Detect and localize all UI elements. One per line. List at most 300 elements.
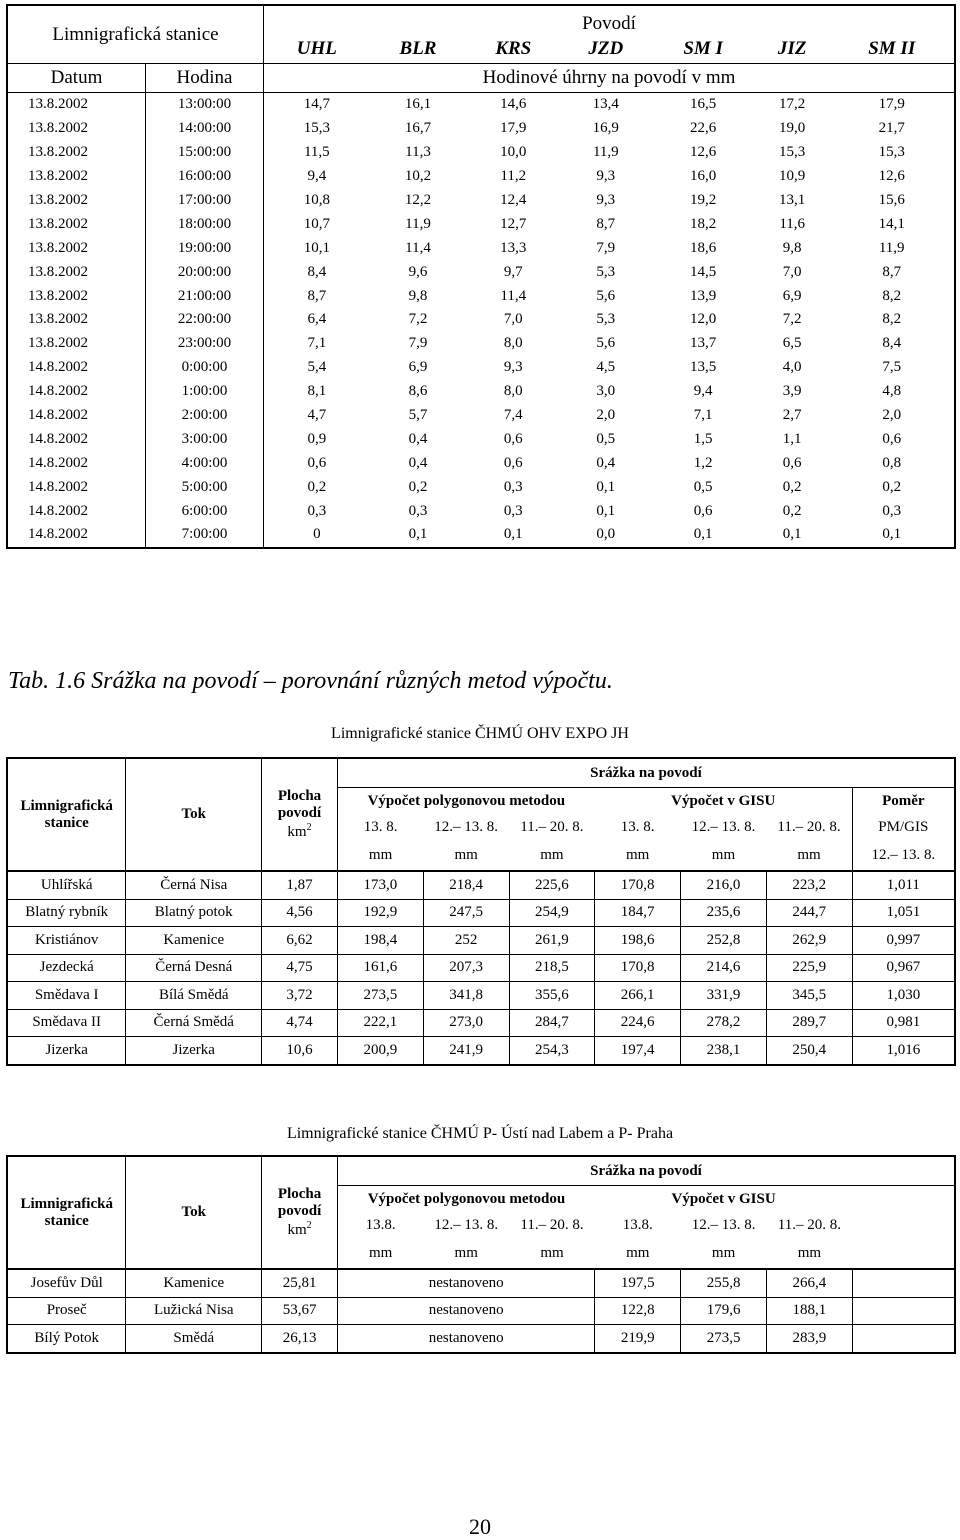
basin-header: KRS (495, 38, 532, 59)
empty-cell (852, 1238, 955, 1269)
value-cell: 10,2 (404, 168, 432, 185)
table-row (7, 871, 955, 899)
value-cell: 3,9 (782, 383, 802, 400)
value-cell: 11,6 (779, 215, 806, 232)
river-cell: Kamenice (126, 927, 262, 955)
value-cell: 1,87 (262, 871, 338, 899)
table-row (7, 404, 955, 428)
value-cell: 11,4 (405, 239, 431, 256)
value-cell: 0,2 (408, 478, 428, 495)
value-cell: 6,4 (264, 308, 370, 332)
unit-header: mm (681, 840, 767, 871)
value-cell: 12,4 (500, 192, 527, 208)
date-cell: 13.8.2002 (7, 212, 146, 236)
value-cell: 11,3 (405, 144, 431, 161)
value-cell: 0,2 (782, 478, 802, 495)
hour-cell: 20:00:00 (146, 260, 264, 284)
value-cell: 16,7 (404, 120, 432, 137)
value-cell: 11,9 (405, 215, 431, 232)
value-cell: 15,3 (779, 144, 806, 161)
unit-header: mm (766, 840, 852, 871)
period-header: 13.8. (622, 1216, 653, 1233)
value-cell: 198,4 (337, 927, 423, 955)
value-cell: 0,2 (782, 502, 802, 519)
value-cell: 0,6 (782, 454, 802, 471)
value-cell: 0,6 (503, 454, 523, 471)
value-cell: 15,3 (264, 117, 370, 141)
unit-header: mm (338, 1238, 424, 1269)
basin-header: UHL (264, 35, 370, 64)
value-cell: 173,0 (337, 871, 423, 899)
value-cell: 197,5 (595, 1269, 681, 1297)
hour-cell: 1:00:00 (146, 380, 264, 404)
value-cell: 15,3 (878, 144, 905, 161)
river-cell: Černá Smědá (126, 1009, 262, 1037)
value-cell: 7,1 (693, 407, 713, 424)
table-row (7, 332, 955, 356)
hour-cell: 13:00:00 (146, 93, 264, 117)
table-row (7, 308, 955, 332)
date-cell: 13.8.2002 (7, 93, 146, 117)
station-cell: Kristiánov (7, 927, 126, 955)
date-cell: 13.8.2002 (7, 308, 146, 332)
value-cell: 7,1 (264, 332, 370, 356)
table3-subtitle: Limnigrafické stanice ČHMÚ P- Ústí nad Labem a P- Praha (286, 1125, 674, 1142)
value-cell: 8,7 (264, 284, 370, 308)
table-row (7, 1325, 955, 1353)
value-cell: 345,5 (766, 982, 852, 1010)
page-number: 20 (469, 1514, 491, 1539)
date-cell: 14.8.2002 (7, 356, 146, 380)
value-cell: 4,56 (262, 899, 338, 927)
date-cell: 14.8.2002 (7, 404, 146, 428)
value-cell: 15,6 (878, 192, 905, 208)
value-cell: 16,5 (689, 96, 717, 113)
value-cell: 10,7 (264, 212, 370, 236)
km-sup: 2 (306, 822, 312, 833)
poly-header: Výpočet polygonovou metodou (367, 1190, 566, 1207)
value-cell: 11,9 (592, 144, 619, 161)
value-cell: 2,0 (882, 407, 902, 424)
value-cell: 8,0 (503, 383, 523, 400)
value-cell: 5,7 (408, 407, 428, 424)
hour-cell: 21:00:00 (146, 284, 264, 308)
value-cell: 122,8 (595, 1297, 681, 1325)
value-cell: 170,8 (595, 954, 681, 982)
table-row (7, 982, 955, 1010)
value-cell: 21,7 (878, 120, 905, 137)
plocha-label: Plocha povodí (277, 788, 322, 821)
period-header: 13.8. (365, 1216, 396, 1233)
value-cell: 6,9 (408, 359, 428, 376)
station-comparison-table (6, 757, 956, 1066)
value-cell: 8,2 (882, 287, 902, 304)
table-row (7, 380, 955, 404)
unit-header: mm (509, 1238, 595, 1269)
value-cell: 235,6 (681, 899, 767, 927)
value-cell: 12,6 (689, 144, 717, 161)
value-cell: 8,1 (264, 380, 370, 404)
period-header: 13. 8. (363, 818, 398, 835)
empty-cell (852, 1212, 955, 1238)
unit-header: mm (681, 1238, 767, 1269)
hour-cell: 2:00:00 (146, 404, 264, 428)
value-cell: 0,1 (693, 526, 713, 543)
value-cell: 192,9 (337, 899, 423, 927)
value-cell: 0,1 (503, 526, 523, 543)
period-header: 12.– 13. 8. (434, 1216, 499, 1233)
value-cell: 7,9 (408, 335, 428, 352)
value-cell: 252 (423, 927, 509, 955)
basin-header: BLR (399, 38, 437, 59)
value-cell: 0,8 (882, 454, 902, 471)
date-cell: 13.8.2002 (7, 141, 146, 165)
value-cell: 13,7 (689, 335, 717, 352)
pomer-period: 12.– 13. 8. (852, 840, 955, 871)
date-cell: 13.8.2002 (7, 117, 146, 141)
value-cell: 1,2 (693, 454, 713, 471)
hour-cell: 7:00:00 (146, 523, 264, 548)
value-cell: 0,1 (596, 502, 616, 519)
station-cell: Smědava I (7, 982, 126, 1010)
value-cell: 331,9 (681, 982, 767, 1010)
value-cell: 273,5 (337, 982, 423, 1010)
hour-cell: 19:00:00 (146, 236, 264, 260)
river-cell: Černá Desná (126, 954, 262, 982)
value-cell: 13,4 (592, 96, 619, 113)
value-cell: 9,7 (503, 263, 523, 280)
basin-header: JZD (588, 38, 624, 59)
date-cell: 14.8.2002 (7, 427, 146, 451)
pomer-header: Poměr (852, 788, 955, 815)
value-cell: 7,0 (503, 311, 523, 328)
value-cell: 4,5 (596, 359, 616, 376)
plocha-label: Plocha povodí (277, 1186, 322, 1219)
tok-header: Tok (126, 758, 262, 871)
unit-header: mm (595, 1238, 681, 1269)
value-cell: 17,2 (779, 96, 806, 113)
value-cell: 8,4 (264, 260, 370, 284)
period-header: 13. 8. (620, 818, 655, 835)
value-cell: 1,016 (852, 1037, 955, 1065)
value-cell: 25,81 (262, 1269, 338, 1297)
value-cell: 1,5 (693, 430, 713, 447)
unit-header: mm (423, 840, 509, 871)
value-cell: 9,6 (408, 263, 428, 280)
station-table-usti-praha (6, 1155, 956, 1354)
value-cell: 222,1 (337, 1009, 423, 1037)
period-header: 12.– 13. 8. (691, 818, 756, 835)
value-cell: 241,9 (423, 1037, 509, 1065)
table-row (7, 1037, 955, 1065)
value-cell: 1,1 (782, 430, 802, 447)
value-cell: 6,5 (782, 335, 802, 352)
table-row (7, 523, 955, 548)
value-cell: 244,7 (766, 899, 852, 927)
unit-header: mm (767, 1238, 853, 1269)
basin-header: SM II (868, 38, 916, 59)
value-cell: 273,0 (423, 1009, 509, 1037)
value-cell: 4,0 (782, 359, 802, 376)
value-cell: 225,6 (509, 871, 595, 899)
value-cell: 22,6 (689, 120, 717, 137)
value-cell: 0,6 (503, 430, 523, 447)
value-cell: 214,6 (681, 954, 767, 982)
value-cell: 198,6 (595, 927, 681, 955)
value-cell: 197,4 (595, 1037, 681, 1065)
value-cell: 18,6 (689, 239, 717, 256)
value-cell: 261,9 (509, 927, 595, 955)
value-cell: 5,3 (596, 263, 616, 280)
value-cell: 16,0 (689, 168, 717, 185)
value-cell: 254,3 (509, 1037, 595, 1065)
value-cell: 10,9 (779, 168, 806, 185)
value-cell: 8,7 (596, 215, 616, 232)
period-header: 12.– 13. 8. (691, 1216, 756, 1233)
hodina-header: Hodina (146, 64, 264, 93)
value-cell: 254,9 (509, 899, 595, 927)
value-cell: 4,74 (262, 1009, 338, 1037)
value-cell: nestanoveno (338, 1269, 595, 1297)
value-cell: 12,0 (689, 311, 717, 328)
period-header: 12.– 13. 8. (434, 818, 498, 835)
value-cell: 7,4 (503, 407, 523, 424)
date-cell: 14.8.2002 (7, 499, 146, 523)
value-cell: 0,6 (882, 430, 902, 447)
station-cell: Josefův Důl (7, 1269, 126, 1297)
value-cell: 0,6 (693, 502, 713, 519)
value-cell: 0,997 (852, 927, 955, 955)
value-cell: 0,1 (882, 526, 902, 543)
value-cell: 0,1 (596, 478, 616, 495)
datum-header: Datum (7, 64, 146, 93)
value-cell: 9,3 (596, 168, 616, 185)
value-cell: 1,011 (852, 871, 955, 899)
value-cell: 13,5 (689, 359, 717, 376)
value-cell: 12,6 (878, 168, 905, 185)
station-cell: Proseč (7, 1297, 126, 1325)
table-row (7, 212, 955, 236)
value-cell: 2,7 (782, 407, 802, 424)
table-row (7, 356, 955, 380)
value-cell: 0,4 (408, 454, 428, 471)
value-cell: 6,62 (262, 927, 338, 955)
value-cell: 7,2 (408, 311, 428, 328)
value-cell: 14,7 (264, 93, 370, 117)
table-row (7, 117, 955, 141)
table-row (7, 189, 955, 213)
hour-cell: 23:00:00 (146, 332, 264, 356)
hour-cell: 6:00:00 (146, 499, 264, 523)
value-cell: 17,9 (500, 120, 527, 137)
plocha-header (262, 1156, 338, 1269)
value-cell: 4,8 (882, 383, 902, 400)
km-label: km (287, 824, 307, 840)
value-cell: nestanoveno (338, 1297, 595, 1325)
unit-header: mm (509, 840, 595, 871)
value-cell: 19,2 (689, 192, 717, 208)
value-cell: 5,4 (264, 356, 370, 380)
value-cell: 6,9 (782, 287, 802, 304)
table-row (7, 284, 955, 308)
hour-cell: 0:00:00 (146, 356, 264, 380)
value-cell: 5,3 (596, 311, 616, 328)
table-caption: Tab. 1.6 Srážka na povodí – porovnání různých metod výpočtu. (8, 668, 613, 694)
empty-cell (852, 1269, 955, 1297)
period-header: 11.– 20. 8. (777, 1216, 841, 1233)
value-cell: 10,6 (262, 1037, 338, 1065)
unit-header: mm (337, 840, 423, 871)
value-cell: 289,7 (766, 1009, 852, 1037)
gis-header: Výpočet v GISU (671, 792, 776, 809)
date-cell: 14.8.2002 (7, 451, 146, 475)
table-row (7, 260, 955, 284)
table-row (7, 899, 955, 927)
value-cell: 14,5 (689, 263, 717, 280)
table-row (7, 1297, 955, 1325)
value-cell: 0,6 (264, 451, 370, 475)
station-cell: Jizerka (7, 1037, 126, 1065)
value-cell: 10,1 (264, 236, 370, 260)
hour-cell: 4:00:00 (146, 451, 264, 475)
units-header: Hodinové úhrny na povodí v mm (264, 64, 956, 93)
value-cell: 283,9 (767, 1325, 853, 1353)
river-cell: Černá Nisa (126, 871, 262, 899)
value-cell: 17,9 (878, 96, 905, 113)
date-cell: 14.8.2002 (7, 475, 146, 499)
value-cell: 0,3 (503, 502, 523, 519)
hour-cell: 18:00:00 (146, 212, 264, 236)
value-cell: 13,1 (779, 192, 806, 208)
value-cell: 14,1 (878, 215, 905, 232)
value-cell: 0,4 (596, 454, 616, 471)
value-cell: 0,2 (882, 478, 902, 495)
srazka-header: Srážka na povodí (338, 1156, 955, 1186)
date-cell: 13.8.2002 (7, 189, 146, 213)
value-cell: 9,4 (264, 165, 370, 189)
unit-header: mm (595, 840, 681, 871)
hour-cell: 14:00:00 (146, 117, 264, 141)
period-header: 11.– 20. 8. (520, 1216, 584, 1233)
table1-stanice-header: Limnigrafická stanice (7, 5, 264, 64)
value-cell: 223,2 (766, 871, 852, 899)
date-cell: 14.8.2002 (7, 380, 146, 404)
value-cell: 0,5 (693, 478, 713, 495)
hour-cell: 3:00:00 (146, 427, 264, 451)
table-row (7, 236, 955, 260)
value-cell: 0,3 (882, 502, 902, 519)
value-cell: 247,5 (423, 899, 509, 927)
station-cell: Jezdecká (7, 954, 126, 982)
value-cell: 0,1 (782, 526, 802, 543)
date-cell: 13.8.2002 (7, 332, 146, 356)
value-cell: 188,1 (767, 1297, 853, 1325)
value-cell: 2,0 (596, 407, 616, 424)
date-cell: 13.8.2002 (7, 165, 146, 189)
value-cell: 53,67 (262, 1297, 338, 1325)
table-row (7, 1009, 955, 1037)
hour-cell: 5:00:00 (146, 475, 264, 499)
value-cell: 3,0 (596, 383, 616, 400)
station-cell: Bílý Potok (7, 1325, 126, 1353)
value-cell: 13,3 (500, 239, 527, 256)
gis-header: Výpočet v GISU (671, 1190, 776, 1207)
hour-cell: 17:00:00 (146, 189, 264, 213)
value-cell: 4,7 (264, 404, 370, 428)
value-cell: 184,7 (595, 899, 681, 927)
date-cell: 13.8.2002 (7, 284, 146, 308)
srazka-header: Srážka na povodí (337, 758, 955, 788)
value-cell: 170,8 (595, 871, 681, 899)
value-cell: 179,6 (681, 1297, 767, 1325)
value-cell: 7,0 (782, 263, 802, 280)
date-cell: 13.8.2002 (7, 236, 146, 260)
value-cell: 9,8 (782, 239, 802, 256)
value-cell: 12,2 (404, 192, 432, 208)
value-cell: nestanoveno (338, 1325, 595, 1353)
stanice-header: Limnigrafická stanice (7, 1156, 126, 1269)
value-cell: 16,9 (592, 120, 619, 137)
value-cell: 161,6 (337, 954, 423, 982)
value-cell: 8,6 (408, 383, 428, 400)
km-label: km (287, 1222, 307, 1238)
hour-cell: 22:00:00 (146, 308, 264, 332)
station-cell: Smědava II (7, 1009, 126, 1037)
value-cell: 0,4 (408, 430, 428, 447)
value-cell: 273,5 (681, 1325, 767, 1353)
value-cell: 224,6 (595, 1009, 681, 1037)
station-cell: Uhlířská (7, 871, 126, 899)
value-cell: 0,967 (852, 954, 955, 982)
value-cell: 225,9 (766, 954, 852, 982)
value-cell: 0,3 (264, 499, 370, 523)
value-cell: 238,1 (681, 1037, 767, 1065)
value-cell: 7,5 (882, 359, 902, 376)
value-cell: 207,3 (423, 954, 509, 982)
value-cell: 8,2 (882, 311, 902, 328)
value-cell: 250,4 (766, 1037, 852, 1065)
table-row (7, 1269, 955, 1297)
value-cell: 266,4 (767, 1269, 853, 1297)
value-cell: 11,5 (264, 141, 370, 165)
value-cell: 0,1 (408, 526, 428, 543)
value-cell: 9,3 (596, 192, 616, 208)
table1-povodi-header: Povodí (264, 5, 956, 35)
value-cell: 284,7 (509, 1009, 595, 1037)
river-cell: Jizerka (126, 1037, 262, 1065)
river-cell: Blatný potok (126, 899, 262, 927)
value-cell: 16,1 (404, 96, 432, 113)
value-cell: 26,13 (262, 1325, 338, 1353)
pomer-subheader: PM/GIS (852, 814, 955, 840)
value-cell: 10,8 (264, 189, 370, 213)
value-cell: 0,2 (264, 475, 370, 499)
station-cell: Blatný rybník (7, 899, 126, 927)
river-cell: Bílá Smědá (126, 982, 262, 1010)
plocha-header (262, 758, 338, 871)
period-header: 11.– 20. 8. (777, 818, 841, 835)
value-cell: 216,0 (681, 871, 767, 899)
tok-header: Tok (126, 1156, 262, 1269)
empty-cell (852, 1186, 955, 1213)
value-cell: 18,2 (689, 215, 717, 232)
unit-header: mm (423, 1238, 509, 1269)
value-cell: 13,9 (689, 287, 717, 304)
table-row (7, 141, 955, 165)
value-cell: 0,9 (264, 427, 370, 451)
value-cell: 11,4 (500, 287, 527, 304)
value-cell: 262,9 (766, 927, 852, 955)
